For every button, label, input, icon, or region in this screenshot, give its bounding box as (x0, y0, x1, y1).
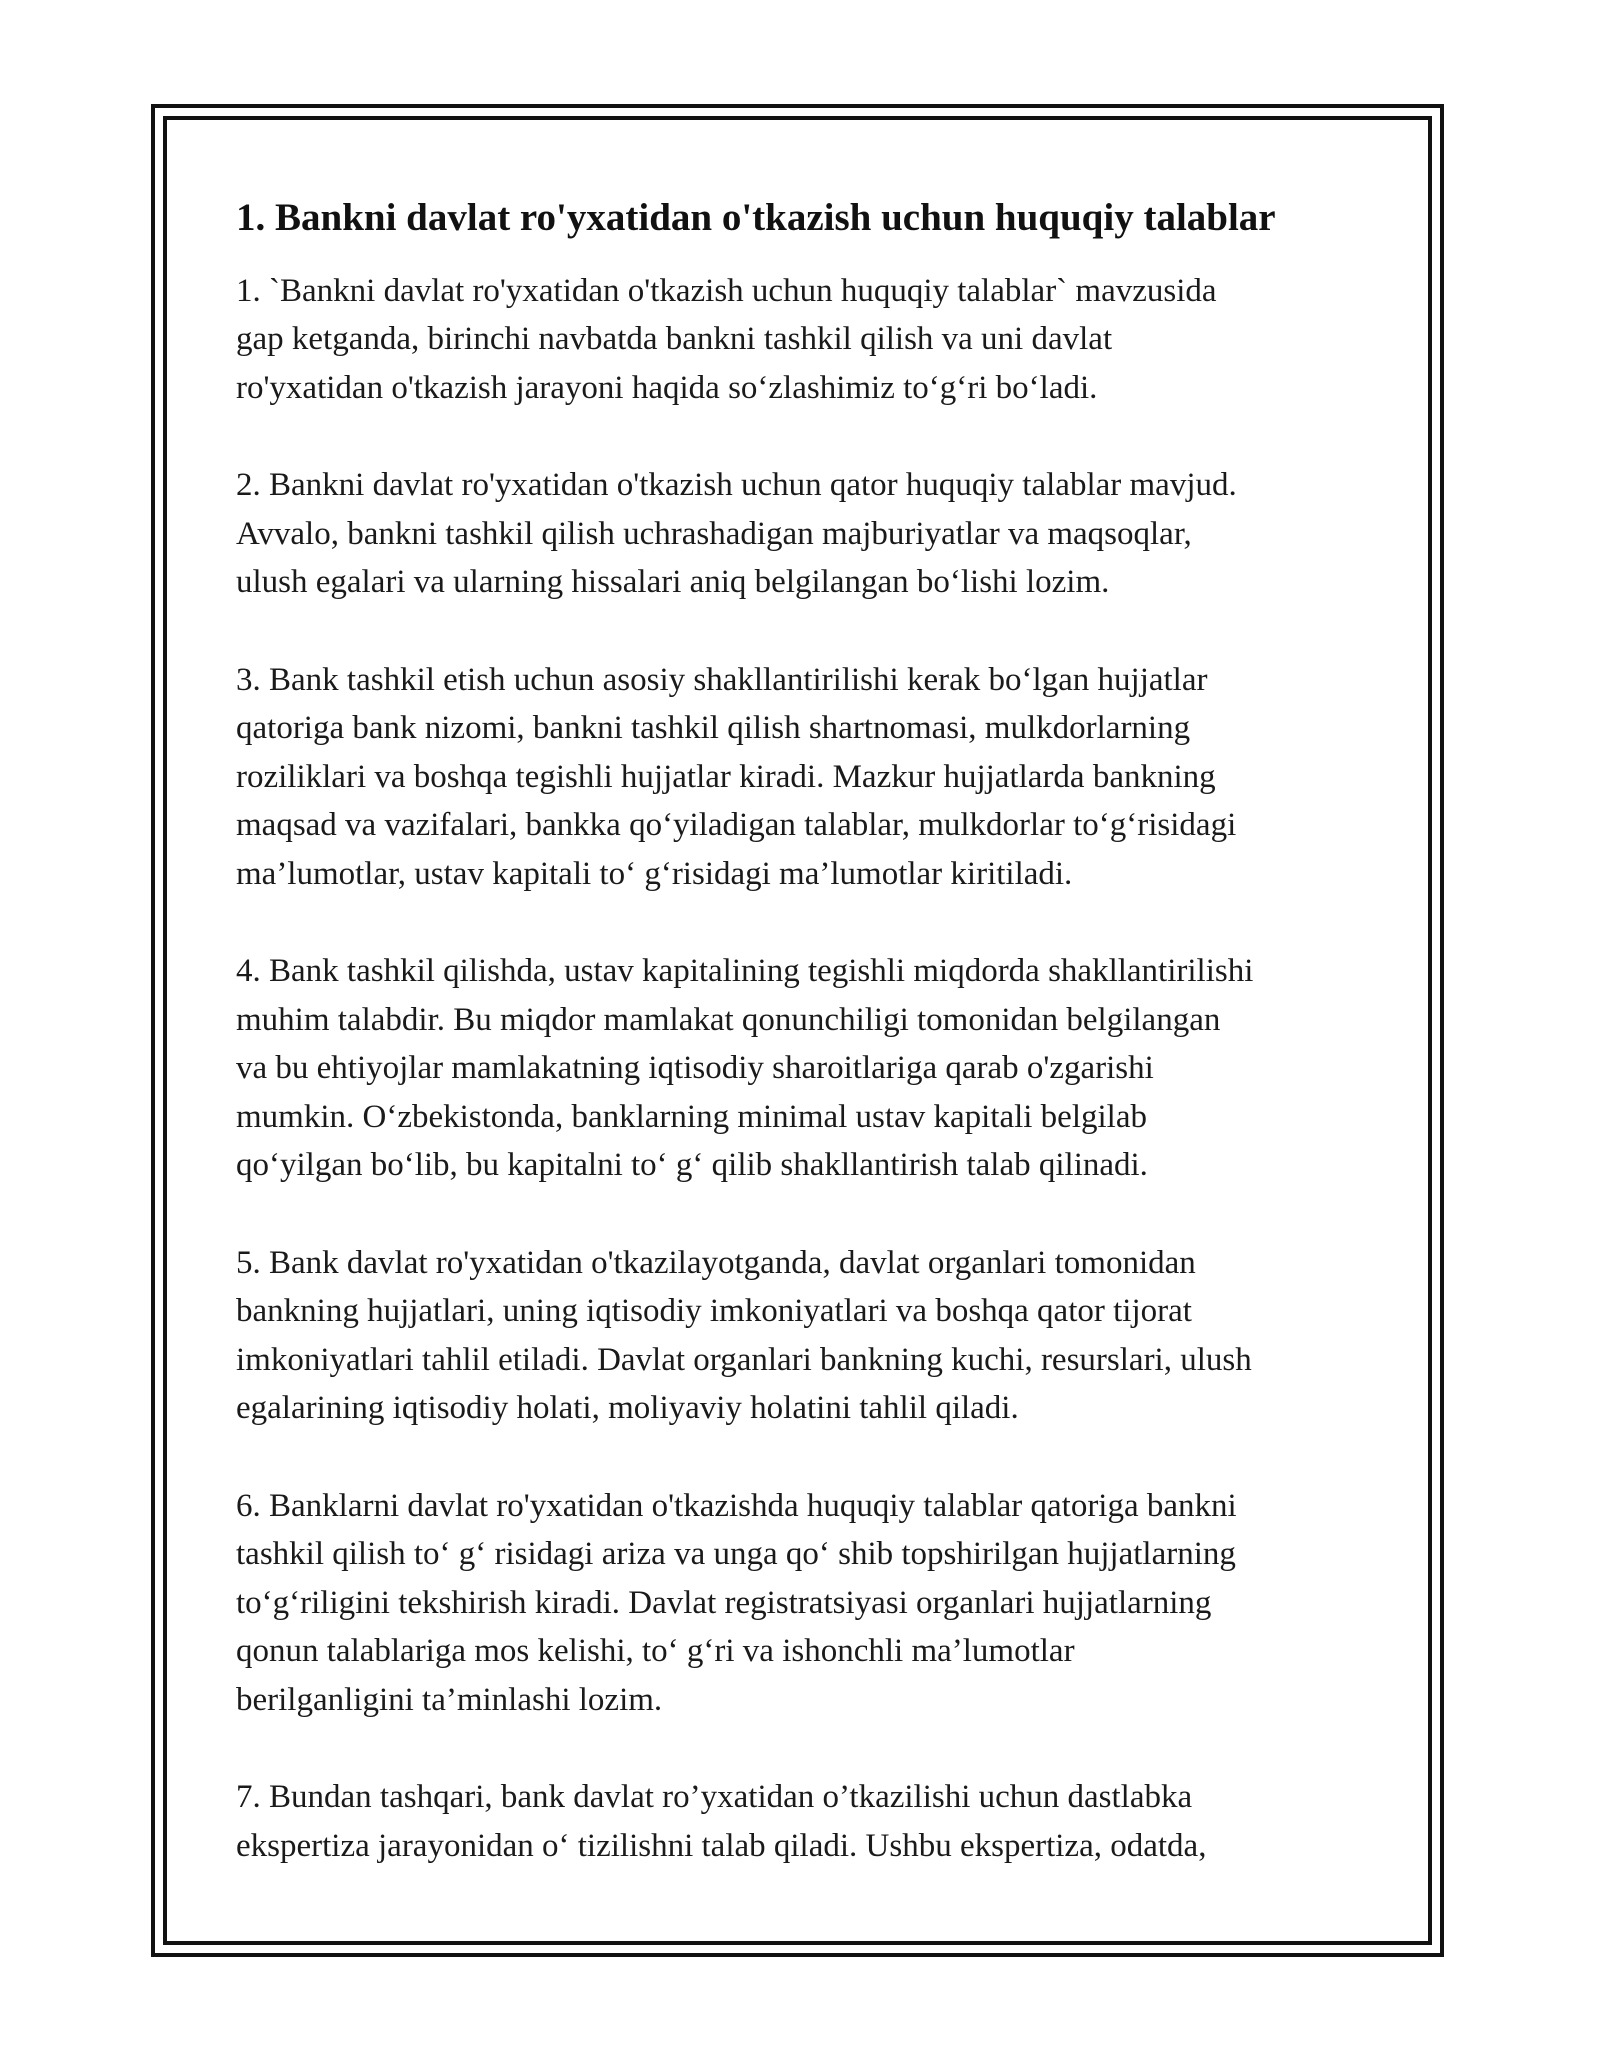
paragraph-3 (236, 656, 1376, 899)
paragraph-line: ro'yxatidan o'tkazish jarayoni haqida so‘zlashimiz to‘g‘ri bo‘ladi. (236, 369, 1098, 406)
paragraph-line: to‘g‘riligini tekshirish kiradi. Davlat registratsiyasi organlari hujjatlarning (236, 1584, 1212, 1621)
paragraph-line: maqsad va vazifalari, bankka qo‘yiladigan talablar, mulkdorlar to‘g‘risidagi (236, 807, 1237, 844)
paragraph-line: ma’lumotlar, ustav kapitali to‘ g‘risidagi ma’lumotlar kiritiladi. (236, 855, 1073, 892)
paragraph-line: 3. Bank tashkil etish uchun asosiy shakllantirilishi kerak bo‘lgan hujjatlar (236, 661, 1208, 698)
paragraph-line: 2. Bankni davlat ro'yxatidan o'tkazish uchun qator huquqiy talablar mavjud. (236, 467, 1237, 504)
paragraph-4 (236, 947, 1376, 1190)
paragraph-line: qonun talablariga mos kelishi, to‘ g‘ri va ishonchli ma’lumotlar (236, 1633, 1075, 1670)
paragraph-line: berilganligini ta’minlashi lozim. (236, 1681, 663, 1718)
paragraph-line: tashkil qilish to‘ g‘ risidagi ariza va unga qo‘ shib topshirilgan hujjatlarning (236, 1536, 1236, 1573)
paragraph-line: qatoriga bank nizomi, bankni tashkil qilish shartnomasi, mulkdorlarning (236, 710, 1191, 747)
paragraph-line: bankning hujjatlari, uning iqtisodiy imkoniyatlari va boshqa qator tijorat (236, 1293, 1192, 1330)
paragraph-line: imkoniyatlari tahlil etiladi. Davlat organlari bankning kuchi, resurslari, ulush (236, 1341, 1252, 1378)
paragraph-line: gap ketganda, birinchi navbatda bankni tashkil qilish va uni davlat (236, 321, 1113, 358)
paragraph-line: ekspertiza jarayonidan o‘ tizilishni talab qiladi. Ushbu ekspertiza, odatda, (236, 1827, 1207, 1864)
paragraph-line: ulush egalari va ularning hissalari aniq belgilangan bo‘lishi lozim. (236, 564, 1110, 601)
paragraph-1 (236, 267, 1376, 413)
document-title: 1. Bankni davlat ro'yxatidan o'tkazish uchun huquqiy talablar (236, 196, 1276, 239)
paragraph-line: muhim talabdir. Bu miqdor mamlakat qonunchiligi tomonidan belgilangan (236, 1001, 1221, 1038)
paragraph-2 (236, 461, 1376, 607)
paragraph-line: 7. Bundan tashqari, bank davlat ro’yxatidan o’tkazilishi uchun dastlabka (236, 1779, 1193, 1816)
paragraph-line: 1. `Bankni davlat ro'yxatidan o'tkazish uchun huquqiy talablar` mavzusida (236, 272, 1217, 309)
paragraph-line: egalarining iqtisodiy holati, moliyaviy holatini tahlil qiladi. (236, 1390, 1019, 1427)
paragraph-6 (236, 1482, 1376, 1725)
document-body (236, 182, 1376, 1919)
paragraph-line: 5. Bank davlat ro'yxatidan o'tkazilayotganda, davlat organlari tomonidan (236, 1244, 1196, 1281)
paragraph-line: mumkin. O‘zbekistonda, banklarning minimal ustav kapitali belgilab (236, 1098, 1147, 1135)
paragraph-line: Avvalo, bankni tashkil qilish uchrashadigan majburiyatlar va maqsoqlar, (236, 515, 1192, 552)
paragraph-line: roziliklari va boshqa tegishli hujjatlar kiradi. Mazkur hujjatlarda bankning (236, 758, 1216, 795)
paragraph-line: qo‘yilgan bo‘lib, bu kapitalni to‘ g‘ qilib shakllantirish talab qilinadi. (236, 1147, 1148, 1184)
paragraph-line: 4. Bank tashkil qilishda, ustav kapitalining tegishli miqdorda shakllantirilishi (236, 953, 1254, 990)
paragraph-line: va bu ehtiyojlar mamlakatning iqtisodiy sharoitlariga qarab o'zgarishi (236, 1050, 1154, 1087)
paragraph-line: 6. Banklarni davlat ro'yxatidan o'tkazishda huquqiy talablar qatoriga bankni (236, 1487, 1237, 1524)
paragraph-5 (236, 1239, 1376, 1433)
paragraph-7 (236, 1773, 1376, 1870)
